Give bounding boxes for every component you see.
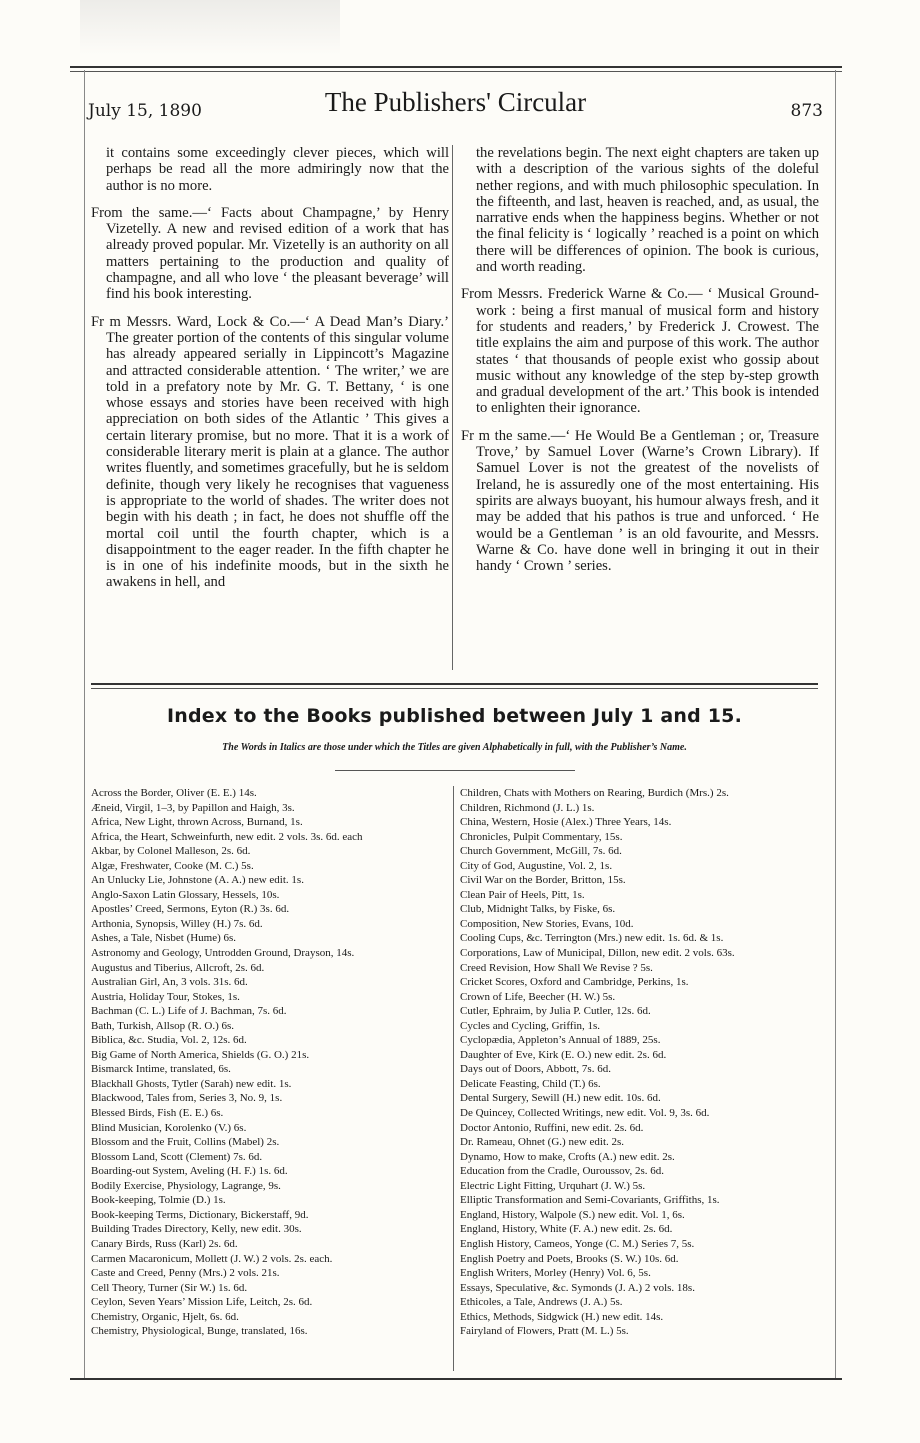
index-entry: Arthonia, Synopsis, Willey (H.) 7s. 6d. bbox=[91, 917, 263, 930]
review-paragraph: From the same.—‘ Facts about Champagne,’ by Henry Vizetelly. A new and revised edition of a work that has already proved popular. Mr. Vizetelly is an authority on all matters pertaining to the production and quality of champagne, and all who love ‘ the pleasant beverage’ will find his book interesting. bbox=[91, 204, 449, 303]
index-entry: Africa, New Light, thrown Across, Burnand, 1s. bbox=[91, 816, 303, 829]
index-entry: Cutler, Ephraim, by Julia P. Cutler, 12s. 6d. bbox=[460, 1005, 651, 1018]
index-entry: Blessed Birds, Fish (E. E.) 6s. bbox=[91, 1107, 224, 1120]
index-entry: Club, Midnight Talks, by Fiske, 6s. bbox=[460, 903, 616, 916]
right-text-column bbox=[461, 145, 819, 585]
index-entry: Building Trades Directory, Kelly, new edit. 30s. bbox=[91, 1223, 302, 1236]
index-entry: Book-keeping Terms, Dictionary, Bickerstaff, 9d. bbox=[91, 1208, 309, 1221]
index-entry: Fairyland of Flowers, Pratt (M. L.) 5s. bbox=[460, 1325, 629, 1338]
index-entry: Essays, Speculative, &c. Symonds (J. A.) 2 vols. 18s. bbox=[460, 1281, 695, 1294]
index-entry: Carmen Macaronicum, Mollett (J. W.) 2 vols. 2s. each. bbox=[91, 1252, 333, 1265]
index-entry: Cooling Cups, &c. Terrington (Mrs.) new edit. 1s. 6d. & 1s. bbox=[460, 932, 724, 945]
index-entry: Doctor Antonio, Ruffini, new edit. 2s. 6d. bbox=[460, 1121, 644, 1134]
index-entry: Church Government, McGill, 7s. 6d. bbox=[460, 845, 622, 858]
index-subtitle: The Words in Italics are those under which the Titles are given Alphabetically in full, with the Publisher’s Name. bbox=[222, 742, 687, 753]
top-rule bbox=[70, 66, 842, 68]
index-entry: Ethics, Methods, Sidgwick (H.) new edit. 14s. bbox=[460, 1310, 664, 1323]
review-paragraph: From Messrs. Frederick Warne & Co.— ‘ Musical Ground-work : being a first manual of musical form and history for students and readers,’ by Frederick J. Crowest. The title explains the aim and purpose of this work. The author states ‘ that thousands of people exist who gossip about music without any knowledge of the step by-step growth and gradual development of the art.’ This book is intended to enlighten their ignorance. bbox=[461, 286, 819, 417]
column-divider bbox=[452, 145, 453, 670]
index-entry: City of God, Augustine, Vol. 2, 1s. bbox=[460, 859, 613, 872]
index-entry: English Writers, Morley (Henry) Vol. 6, 5s. bbox=[460, 1267, 651, 1280]
index-entry: Composition, New Stories, Evans, 10d. bbox=[460, 917, 634, 930]
header-title: The Publishers' Circular bbox=[324, 87, 587, 117]
index-entry: Ceylon, Seven Years’ Mission Life, Leitch, 2s. 6d. bbox=[91, 1296, 313, 1309]
index-entry: Astronomy and Geology, Untrodden Ground, Drayson, 14s. bbox=[91, 947, 355, 960]
index-entry: Biblica, &c. Studia, Vol. 2, 12s. 6d. bbox=[91, 1034, 247, 1047]
page-shadow bbox=[80, 0, 340, 55]
index-entry: Daughter of Eve, Kirk (E. O.) new edit. 2s. 6d. bbox=[460, 1048, 667, 1061]
index-entry: An Unlucky Lie, Johnstone (A. A.) new edit. 1s. bbox=[91, 874, 304, 887]
index-entry: Blind Musician, Korolenko (V.) 6s. bbox=[91, 1121, 247, 1134]
header-page-number: 873 bbox=[790, 101, 823, 121]
index-entry: Africa, the Heart, Schweinfurth, new edit. 2 vols. 3s. 6d. each bbox=[91, 830, 363, 843]
index-entry: Chemistry, Organic, Hjelt, 6s. 6d. bbox=[91, 1310, 239, 1323]
index-entry: Cell Theory, Turner (Sir W.) 1s. 6d. bbox=[91, 1281, 248, 1294]
index-entry: Australian Girl, An, 3 vols. 31s. 6d. bbox=[91, 976, 248, 989]
index-entry: Children, Richmond (J. L.) 1s. bbox=[460, 801, 595, 814]
section-rule-thin bbox=[91, 688, 818, 689]
index-entry: Children, Chats with Mothers on Rearing, Burdich (Mrs.) 2s. bbox=[460, 787, 729, 799]
index-entry: China, Western, Hosie (Alex.) Three Years, 14s. bbox=[460, 816, 672, 829]
index-entry: Augustus and Tiberius, Allcroft, 2s. 6d. bbox=[91, 961, 265, 974]
index-column-divider bbox=[453, 786, 454, 1371]
index-entry: Bismarck Intime, translated, 6s. bbox=[91, 1063, 231, 1076]
index-entry: Blackwood, Tales from, Series 3, No. 9, 1s. bbox=[91, 1092, 283, 1105]
index-entry: Æneid, Virgil, 1–3, by Papillon and Haigh, 3s. bbox=[91, 801, 295, 814]
index-entry: Cricket Scores, Oxford and Cambridge, Perkins, 1s. bbox=[460, 976, 689, 989]
right-border bbox=[835, 70, 836, 1378]
index-entry: Cycles and Cycling, Griffin, 1s. bbox=[460, 1019, 601, 1032]
index-entry: De Quincey, Collected Writings, new edit. Vol. 9, 3s. 6d. bbox=[460, 1107, 710, 1120]
index-entry: Akbar, by Colonel Malleson, 2s. 6d. bbox=[91, 845, 251, 858]
index-short-rule bbox=[335, 770, 575, 771]
index-entry: Bodily Exercise, Physiology, Lagrange, 9s. bbox=[91, 1179, 281, 1192]
index-entry: Creed Revision, How Shall We Revise ? 5s. bbox=[460, 961, 653, 974]
review-paragraph: Fr m Messrs. Ward, Lock & Co.—‘ A Dead Man’s Diary.’ The greater portion of the contents of this singular volume has already appeared serially in Lippincott’s Magazine and attracted considerable attention. ‘ The writer,’ we are told in a prefatory note by Mr. G. T. Bettany, ‘ is one whose essays and stories have been received with high appreciation on both sides of the Atlantic ’ This gives a certain literary promise, but no more. That it is a work of considerable literary merit is plain at a glance. The author writes fluently, and sometimes gracefully, but he is seldom definite, though very likely he recognises that vagueness is appropriate to the world of shades. The writer does not begin with his death ; in fact, he does not shuffle off the mortal coil until the fourth chapter, which is a disappointment to the eager reader. In the fifth chapter he is in one of his indefinite moods, but in the sixth he awakens in hell, and bbox=[91, 313, 449, 591]
index-entry: Blackhall Ghosts, Tytler (Sarah) new edit. 1s. bbox=[91, 1077, 292, 1090]
index-entry: English History, Cameos, Yonge (C. M.) Series 7, 5s. bbox=[460, 1237, 695, 1250]
index-entry: Blossom Land, Scott (Clement) 7s. 6d. bbox=[91, 1150, 263, 1163]
index-entry: Delicate Feasting, Child (T.) 6s. bbox=[460, 1077, 601, 1090]
index-entry: Cyclopædia, Appleton’s Annual of 1889, 25s. bbox=[460, 1034, 661, 1047]
section-rule bbox=[91, 683, 818, 685]
top-rule-thin bbox=[70, 71, 842, 72]
index-entry: Ethicoles, a Tale, Andrews (J. A.) 5s. bbox=[460, 1296, 623, 1309]
index-entry: Austria, Holiday Tour, Stokes, 1s. bbox=[91, 990, 240, 1003]
index-title: Index to the Books published between July 1 and 15. bbox=[166, 705, 743, 727]
index-entry: Algæ, Freshwater, Cooke (M. C.) 5s. bbox=[91, 859, 254, 872]
index-entry: Dental Surgery, Sewill (H.) new edit. 10s. 6d. bbox=[460, 1092, 661, 1105]
index-entry: English Poetry and Poets, Brooks (S. W.) 10s. 6d. bbox=[460, 1252, 679, 1265]
review-paragraph: Fr m the same.—‘ He Would Be a Gentleman ; or, Treasure Trove,’ by Samuel Lover (Warne’s Crown Library). If Samuel Lover is not the greatest of the novelists of Ireland, he is assuredly one of the most entertaining. His spirits are always buoyant, his humour always fresh, and it may be added that his pathos is true and unforced. ‘ He would be a Gentleman ’ is an old favourite, and Messrs. Warne & Co. have done well in bringing it out in their handy ‘ Crown ’ series. bbox=[461, 427, 819, 575]
review-paragraph: it contains some exceedingly clever pieces, which will perhaps be read all the more admiringly now that the author is no more. bbox=[106, 145, 449, 194]
index-entry: Apostles’ Creed, Sermons, Eyton (R.) 3s. 6d. bbox=[91, 903, 290, 916]
bottom-rule bbox=[70, 1378, 842, 1380]
index-entry: Electric Light Fitting, Urquhart (J. W.) 5s. bbox=[460, 1179, 646, 1192]
index-entry: Big Game of North America, Shields (G. O.) 21s. bbox=[91, 1048, 310, 1061]
review-paragraph: the revelations begin. The next eight chapters are taken up with a description of the various sights of the doleful nether regions, and with much philosophic speculation. In the fifteenth, and last, heaven is reached, and, as usual, the narrative ends when the happiness begins. Whether or not the final felicity is ‘ logically ’ reached is a point on which there will be differences of opinion. The book is curious, and worth reading. bbox=[476, 145, 819, 276]
index-entry: Canary Birds, Russ (Karl) 2s. 6d. bbox=[91, 1237, 238, 1250]
index-entry: Civil War on the Border, Britton, 15s. bbox=[460, 874, 626, 887]
index-entry: Across the Border, Oliver (E. E.) 14s. bbox=[91, 787, 257, 799]
index-entry: Anglo-Saxon Latin Glossary, Hessels, 10s. bbox=[91, 888, 280, 901]
index-entry: Chemistry, Physiological, Bunge, translated, 16s. bbox=[91, 1325, 308, 1338]
index-entry: Days out of Doors, Abbott, 7s. 6d. bbox=[460, 1063, 611, 1076]
index-entry: Crown of Life, Beecher (H. W.) 5s. bbox=[460, 990, 616, 1003]
left-border bbox=[84, 70, 85, 1378]
page-header bbox=[88, 85, 823, 125]
index-left-column bbox=[91, 786, 446, 1339]
index-entry: Book-keeping, Tolmie (D.) 1s. bbox=[91, 1194, 226, 1207]
index-entry: Chronicles, Pulpit Commentary, 15s. bbox=[460, 830, 623, 843]
index-entry: Clean Pair of Heels, Pitt, 1s. bbox=[460, 888, 585, 901]
index-entry: Bath, Turkish, Allsop (R. O.) 6s. bbox=[91, 1019, 235, 1032]
index-entry: Boarding-out System, Aveling (H. F.) 1s. 6d. bbox=[91, 1165, 288, 1178]
index-entry: Elliptic Transformation and Semi-Covariants, Griffiths, 1s. bbox=[460, 1194, 720, 1207]
left-text-column bbox=[91, 145, 449, 602]
index-entry: Ashes, a Tale, Nisbet (Hume) 6s. bbox=[91, 932, 237, 945]
index-entry: England, History, White (F. A.) new edit. 2s. 6d. bbox=[460, 1223, 673, 1236]
index-entry: Blossom and the Fruit, Collins (Mabel) 2s. bbox=[91, 1136, 280, 1149]
index-entry: Bachman (C. L.) Life of J. Bachman, 7s. 6d. bbox=[91, 1005, 287, 1018]
index-entry: Dynamo, How to make, Crofts (A.) new edit. 2s. bbox=[460, 1150, 675, 1163]
index-entry: Corporations, Law of Municipal, Dillon, new edit. 2 vols. 63s. bbox=[460, 947, 735, 960]
index-entry: Education from the Cradle, Ouroussov, 2s. 6d. bbox=[460, 1165, 664, 1178]
index-entry: England, History, Walpole (S.) new edit. Vol. 1, 6s. bbox=[460, 1208, 685, 1221]
header-date: July 15, 1890 bbox=[88, 101, 202, 121]
index-entry: Caste and Creed, Penny (Mrs.) 2 vols. 21s. bbox=[91, 1267, 280, 1280]
index-right-column bbox=[460, 786, 815, 1339]
index-entry: Dr. Rameau, Ohnet (G.) new edit. 2s. bbox=[460, 1136, 625, 1149]
